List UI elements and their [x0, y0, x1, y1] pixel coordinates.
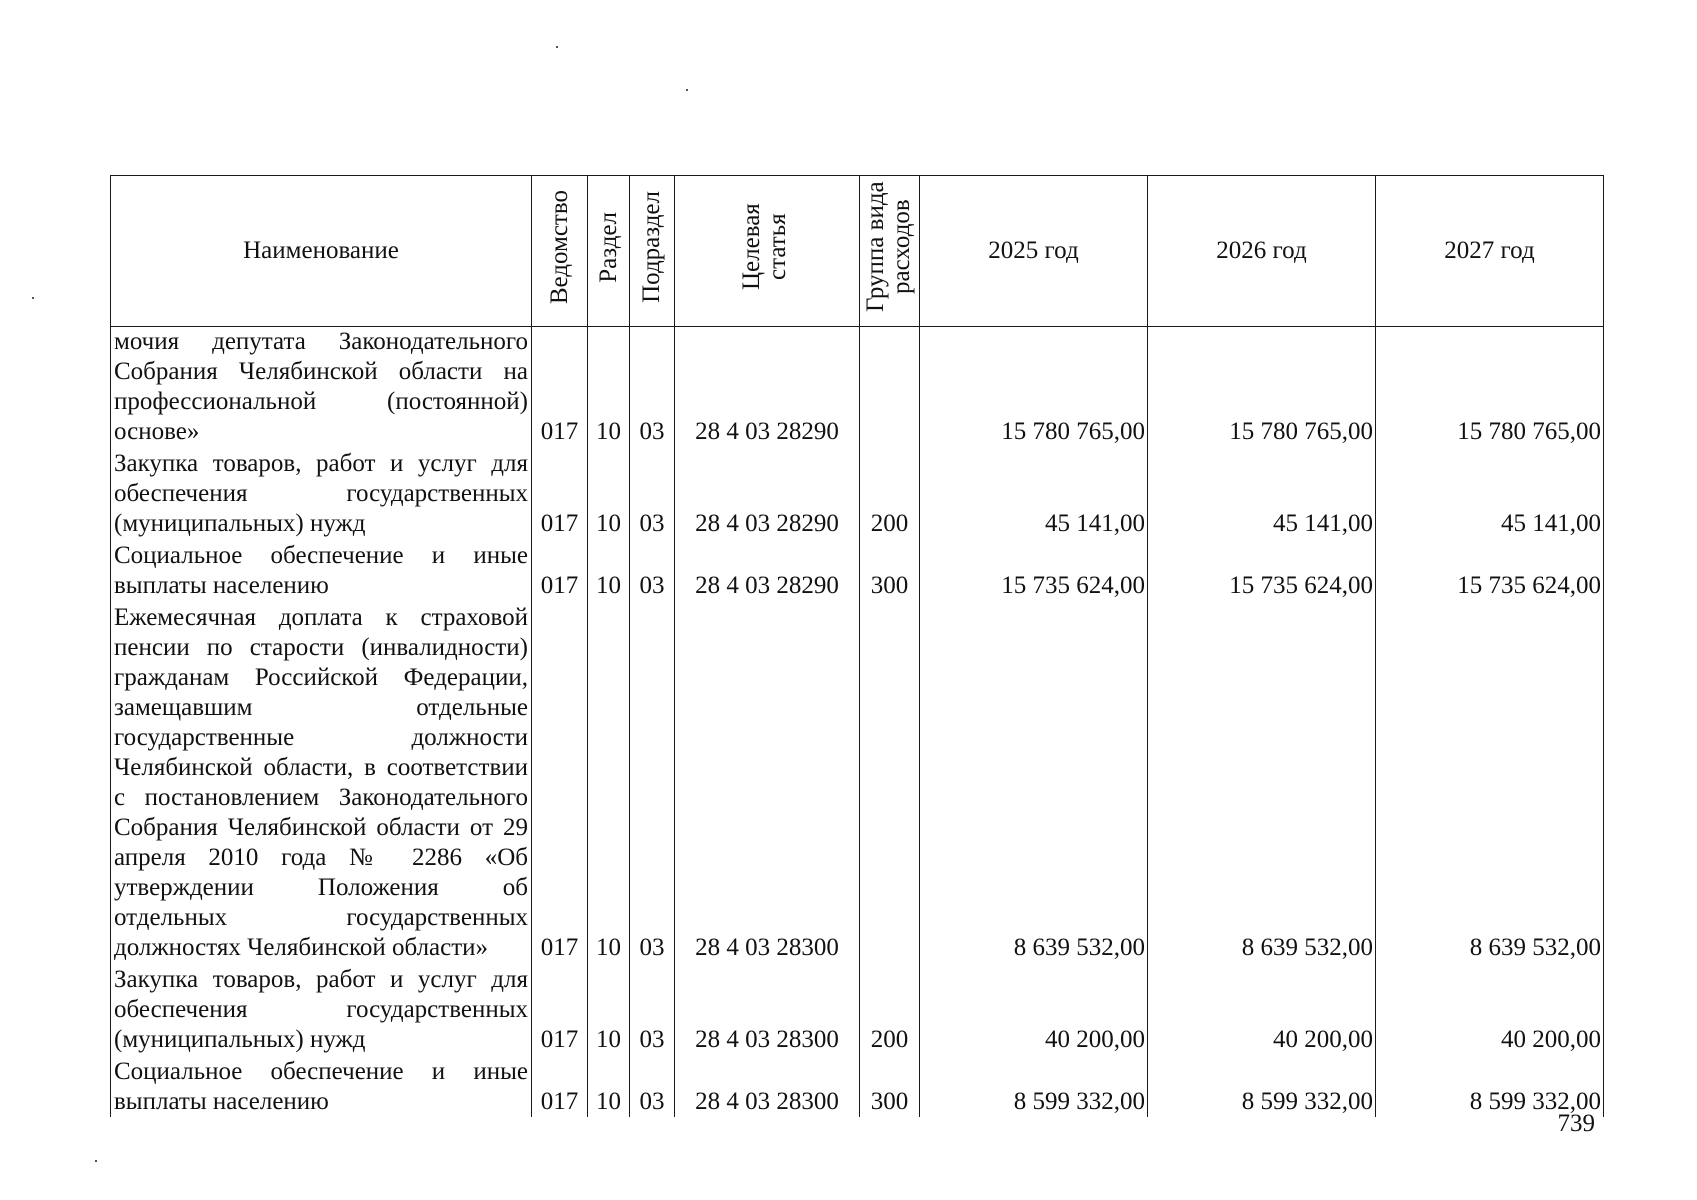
row-tselevaya-statya: 28 4 03 28300: [675, 965, 860, 1057]
row-amount-2025: 8 639 532,00: [920, 603, 1148, 965]
row-gruppa: [860, 327, 920, 450]
row-tselevaya-statya: 28 4 03 28300: [675, 1057, 860, 1117]
header-tselevaya-statya-label: Целевая статья: [738, 203, 791, 291]
header-razdel: [588, 176, 630, 327]
header-year-2025: [920, 176, 1148, 327]
row-vedomstvo: 017: [532, 449, 588, 541]
row-amount-2025: 45 141,00: [920, 449, 1148, 541]
row-gruppa: 200: [860, 965, 920, 1057]
table-row: [111, 603, 1604, 965]
page-number: 739: [1557, 1110, 1595, 1137]
row-gruppa: 200: [860, 449, 920, 541]
row-podrazdel: 03: [630, 449, 675, 541]
row-podrazdel: 03: [630, 327, 675, 450]
scan-speck: [556, 46, 558, 48]
budget-table: [110, 175, 1604, 1117]
table-row: [111, 965, 1604, 1057]
header-podrazdel-label: Подраздел: [638, 191, 665, 303]
row-gruppa: [860, 603, 920, 965]
table-row: [111, 449, 1604, 541]
row-tselevaya-statya: 28 4 03 28290: [675, 449, 860, 541]
header-podrazdel: [630, 176, 675, 327]
row-amount-2025: 40 200,00: [920, 965, 1148, 1057]
table-row: [111, 1057, 1604, 1117]
row-amount-2026: 8 639 532,00: [1148, 603, 1376, 965]
header-year-2026: [1148, 176, 1376, 327]
row-tselevaya-statya: 28 4 03 28290: [675, 541, 860, 603]
scan-speck: [32, 297, 34, 299]
row-tselevaya-statya: 28 4 03 28290: [675, 327, 860, 450]
header-gruppa-vida-rashodov: [860, 176, 920, 327]
table-header-row: [111, 176, 1604, 327]
row-name: Социальное обеспечение и иные выплаты населению: [111, 541, 532, 603]
header-year-2026-label: 2026 год: [1216, 237, 1307, 264]
row-amount-2026: 15 780 765,00: [1148, 327, 1376, 450]
row-amount-2025: 15 780 765,00: [920, 327, 1148, 450]
row-gruppa: 300: [860, 541, 920, 603]
row-amount-2027: 40 200,00: [1376, 965, 1604, 1057]
row-name: Ежемесячная доплата к страховой пенсии по старости (инвалидности) гражданам Российской Федерации, замещавшим отдельные государственные должности Челябинской области, в соответствии с постановлением Законодательного Собрания Челябинской области от 29 апреля 2010 года № 2286 «Об утверждении Положения об отдельных государственных должностях Челябинской области»: [111, 603, 532, 965]
row-podrazdel: 03: [630, 965, 675, 1057]
row-amount-2026: 45 141,00: [1148, 449, 1376, 541]
row-name: Закупка товаров, работ и услуг для обеспечения государственных (муниципальных) нужд: [111, 449, 532, 541]
row-amount-2027: 8 639 532,00: [1376, 603, 1604, 965]
table-row: [111, 327, 1604, 450]
row-vedomstvo: 017: [532, 965, 588, 1057]
header-gruppa-label: Группа вида расходов: [861, 181, 915, 313]
header-vedomstvo-label: Ведомство: [545, 189, 573, 305]
row-amount-2027: 15 780 765,00: [1376, 327, 1604, 450]
row-amount-2026: 40 200,00: [1148, 965, 1376, 1057]
header-year-2027-label: 2027 год: [1444, 237, 1535, 264]
row-podrazdel: 03: [630, 541, 675, 603]
header-name: [111, 176, 532, 327]
row-vedomstvo: 017: [532, 327, 588, 450]
row-razdel: 10: [588, 541, 630, 603]
row-amount-2026: 8 599 332,00: [1148, 1057, 1376, 1117]
row-name: Закупка товаров, работ и услуг для обеспечения государственных (муниципальных) нужд: [111, 965, 532, 1057]
row-amount-2025: 8 599 332,00: [920, 1057, 1148, 1117]
row-podrazdel: 03: [630, 1057, 675, 1117]
row-amount-2026: 15 735 624,00: [1148, 541, 1376, 603]
row-amount-2027: 45 141,00: [1376, 449, 1604, 541]
row-amount-2025: 15 735 624,00: [920, 541, 1148, 603]
row-vedomstvo: 017: [532, 603, 588, 965]
row-amount-2027: 15 735 624,00: [1376, 541, 1604, 603]
row-vedomstvo: 017: [532, 1057, 588, 1117]
row-podrazdel: 03: [630, 603, 675, 965]
header-year-2025-label: 2025 год: [988, 237, 1079, 264]
header-name-label: Наименование: [243, 237, 399, 264]
header-year-2027: [1376, 176, 1604, 327]
row-razdel: 10: [588, 449, 630, 541]
scan-speck: [686, 89, 688, 91]
row-name: Социальное обеспечение и иные выплаты населению: [111, 1057, 532, 1117]
row-amount-2027: 8 599 332,00: [1376, 1057, 1604, 1117]
header-razdel-label: Раздел: [594, 211, 622, 283]
row-razdel: 10: [588, 327, 630, 450]
row-gruppa: 300: [860, 1057, 920, 1117]
row-razdel: 10: [588, 603, 630, 965]
scan-speck: [95, 1160, 97, 1162]
table-row: [111, 541, 1604, 603]
row-razdel: 10: [588, 965, 630, 1057]
row-razdel: 10: [588, 1057, 630, 1117]
row-tselevaya-statya: 28 4 03 28300: [675, 603, 860, 965]
header-tselevaya-statya: [675, 176, 860, 327]
row-vedomstvo: 017: [532, 541, 588, 603]
row-name: мочия депутата Законодательного Собрания Челябинской области на профессиональной (постоянной) основе»: [111, 327, 532, 450]
header-vedomstvo: [532, 176, 588, 327]
